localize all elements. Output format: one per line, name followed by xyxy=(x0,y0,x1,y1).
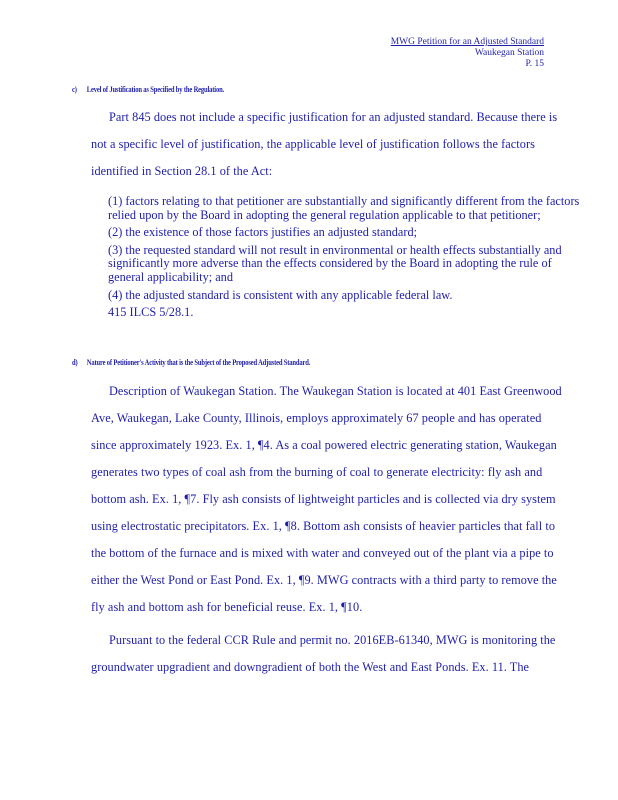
section-d-paragraph-1 xyxy=(91,378,562,621)
page-header xyxy=(391,37,544,70)
section-d-title: Nature of Petitioner's Activity that is the Subject of the Proposed Adjusted Standard. xyxy=(86,358,311,367)
quote-item: (1) factors relating to that petitioner are substantially and significantly different from the factors relied upon by the Board in adopting the general regulation applicable to that petitioner; xyxy=(108,194,580,222)
section-d-heading xyxy=(72,358,310,367)
section-c-title: Level of Justification as Specified by the Regulation. xyxy=(86,85,225,94)
paragraph-line: not a specific level of justification, the applicable level of justification follows the factors xyxy=(91,137,535,151)
section-c-heading xyxy=(72,85,224,94)
paragraph-line: groundwater upgradient and downgradient of both the West and East Ponds. Ex. 11. The xyxy=(91,660,530,674)
header-page-number: P. 15 xyxy=(525,59,544,69)
paragraph-line: generates two types of coal ash from the burning of coal to generate electricity: fly ash and xyxy=(91,465,543,479)
statute-quote xyxy=(108,195,590,324)
paragraph-line: Part 845 does not include a specific justification for an adjusted standard. Because there is xyxy=(109,110,558,124)
paragraph-line: Pursuant to the federal CCR Rule and permit no. 2016EB-61340, MWG is monitoring the xyxy=(109,633,556,647)
paragraph-line: fly ash and bottom ash for beneficial reuse. Ex. 1, ¶10. xyxy=(91,600,363,614)
section-d-paragraph-2 xyxy=(91,627,556,681)
quote-item: (3) the requested standard will not result in environmental or health effects substantially and significantly more adverse than the effects considered by the Board in adopting the rule of general applicability; and xyxy=(108,242,562,284)
paragraph-line: Ave, Waukegan, Lake County, Illinois, employs approximately 67 people and has operated xyxy=(91,411,542,425)
section-c-label: c) xyxy=(72,85,77,94)
quote-item: (2) the existence of those factors justifies an adjusted standard; xyxy=(108,225,418,240)
header-station: Waukegan Station xyxy=(474,48,544,58)
quote-item: (4) the adjusted standard is consistent with any applicable federal law. xyxy=(108,287,453,302)
quote-citation: 415 ILCS 5/28.1. xyxy=(108,305,194,320)
paragraph-line: identified in Section 28.1 of the Act: xyxy=(91,164,273,178)
paragraph-line: Description of Waukegan Station. The Waukegan Station is located at 401 East Greenwood xyxy=(109,384,562,398)
paragraph-line: using electrostatic precipitators. Ex. 1, ¶8. Bottom ash consists of heavier particles that fall to xyxy=(91,519,556,533)
header-title: MWG Petition for an Adjusted Standard xyxy=(390,37,544,47)
paragraph-line: since approximately 1923. Ex. 1, ¶4. As a coal powered electric generating station, Waukegan xyxy=(91,438,557,452)
section-d-label: d) xyxy=(72,358,78,367)
paragraph-line: bottom ash. Ex. 1, ¶7. Fly ash consists of lightweight particles and is collected via dry system xyxy=(91,492,556,506)
section-c-paragraph xyxy=(91,104,558,185)
paragraph-line: the bottom of the furnace and is mixed with water and conveyed out of the plant via a pipe to xyxy=(91,546,554,560)
paragraph-line: either the West Pond or East Pond. Ex. 1, ¶9. MWG contracts with a third party to remove the xyxy=(91,573,557,587)
